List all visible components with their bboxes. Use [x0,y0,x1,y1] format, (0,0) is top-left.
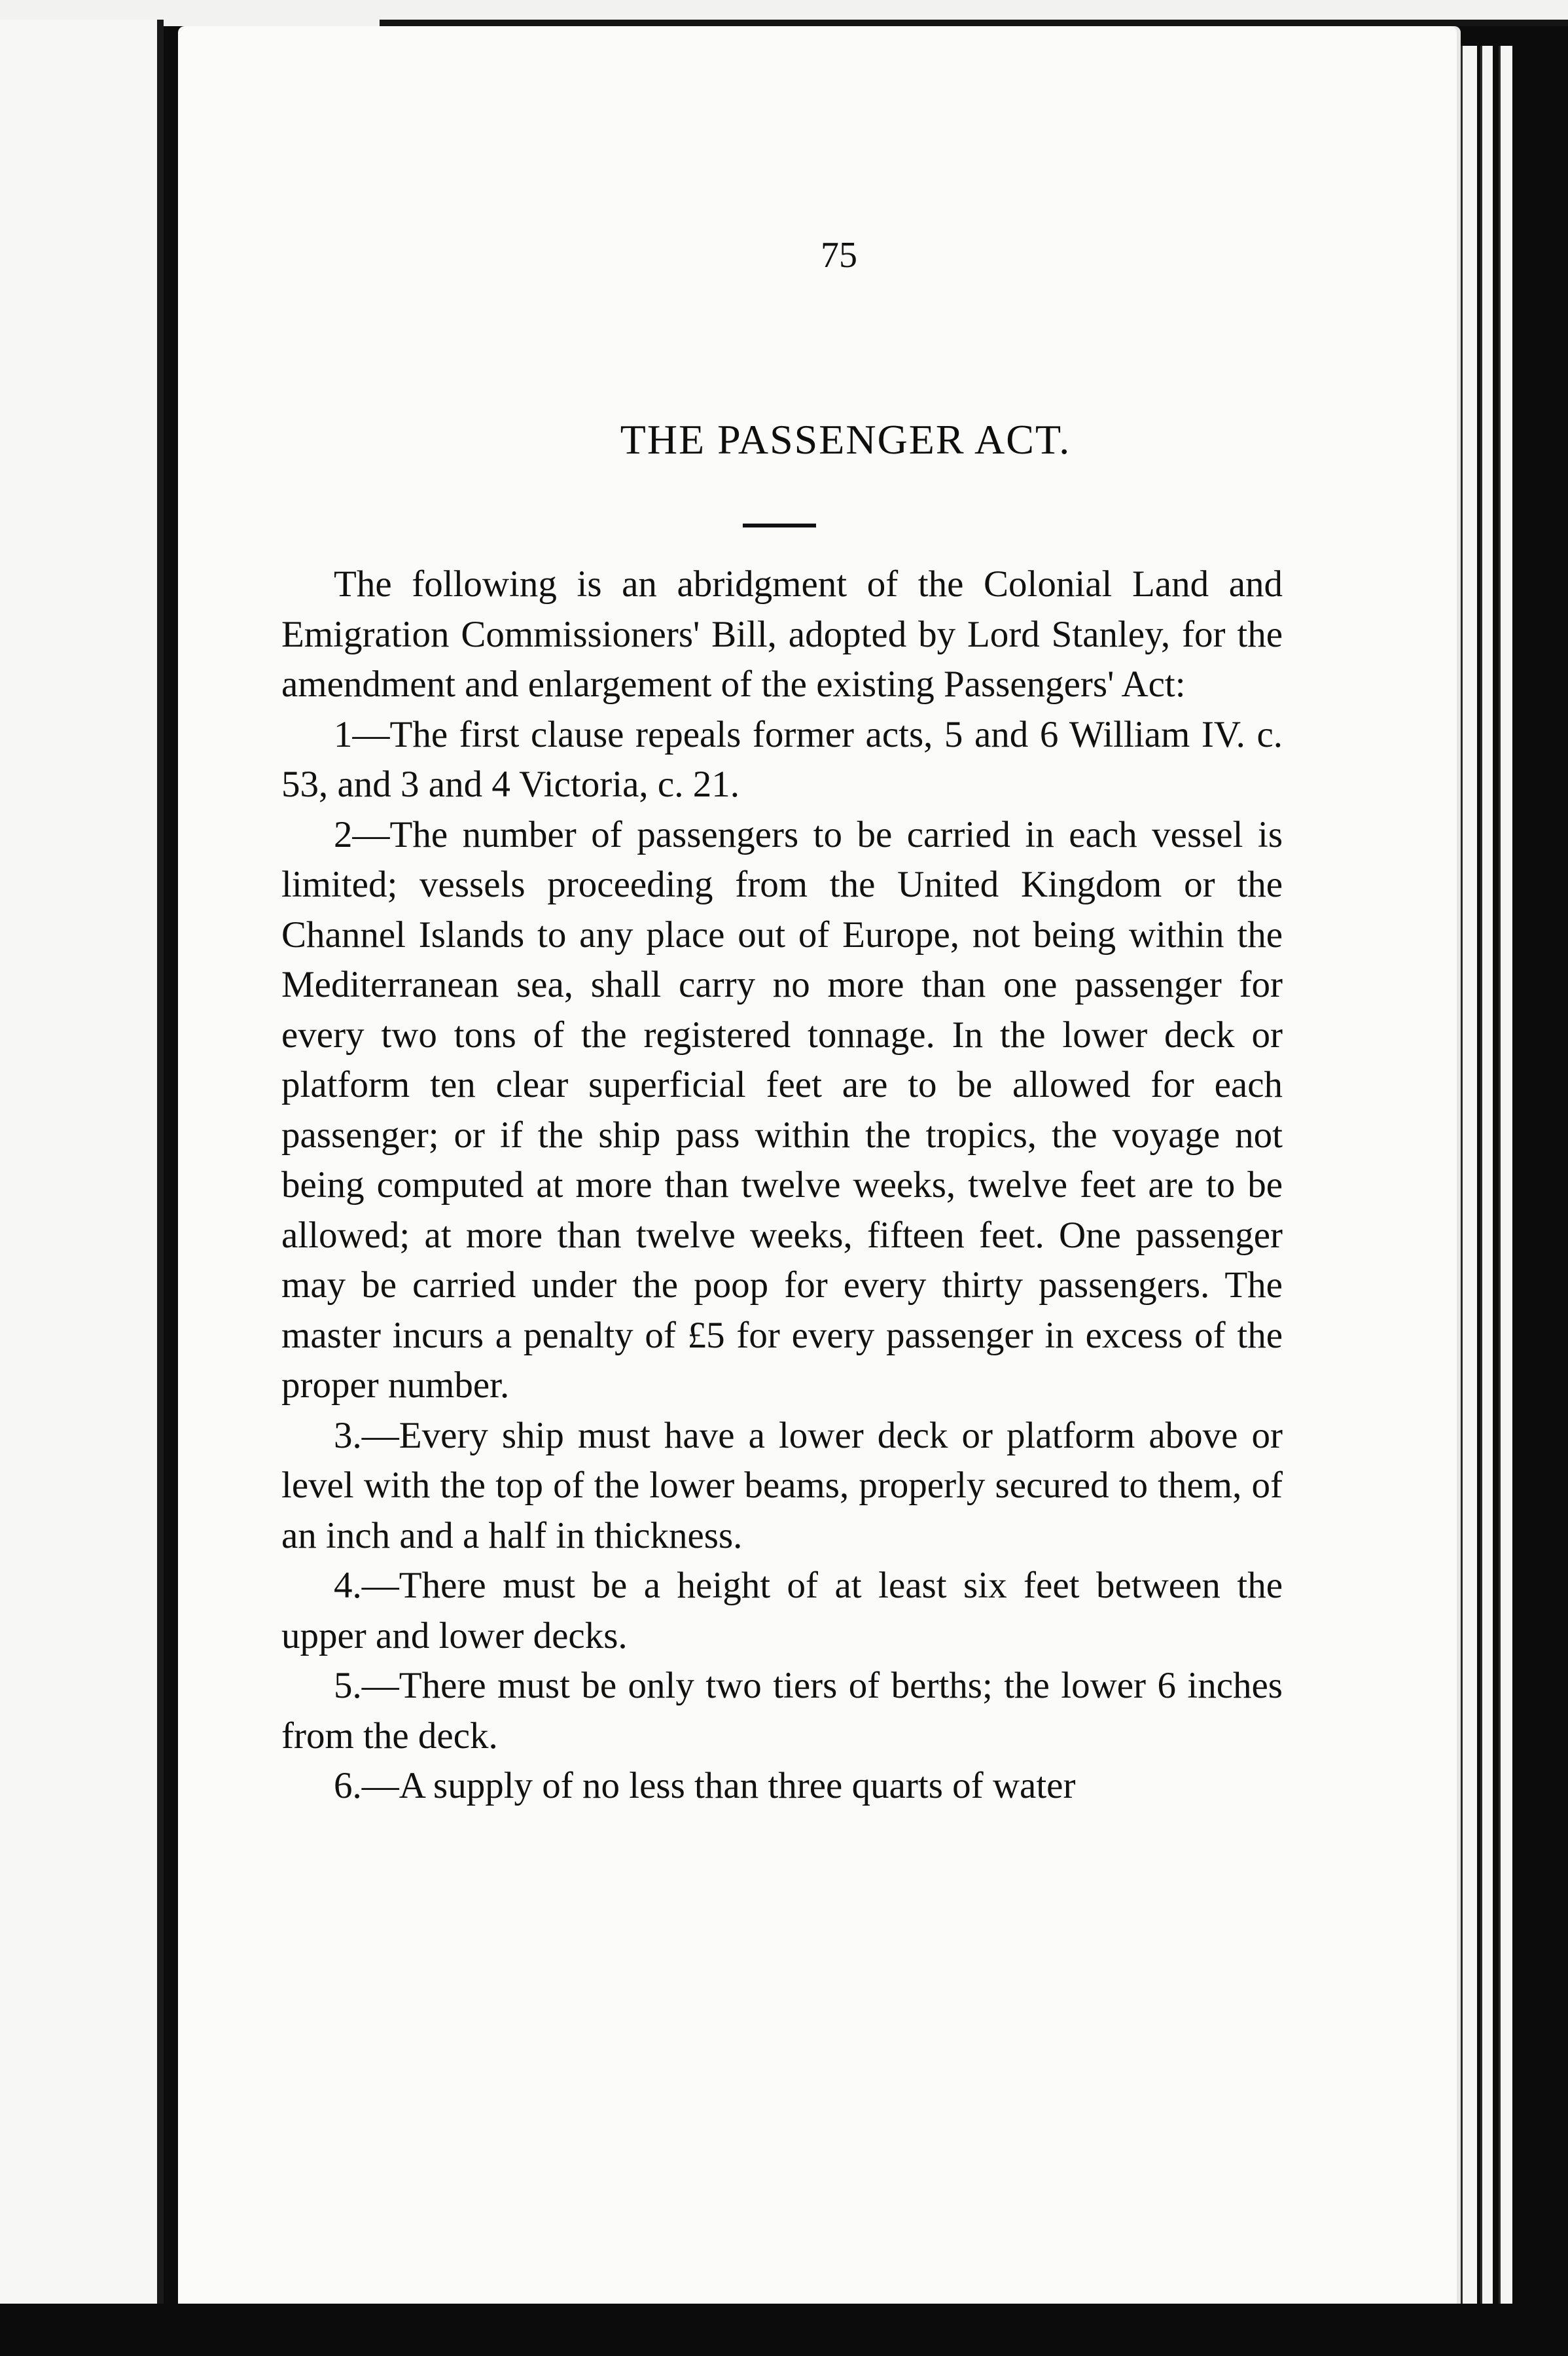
page-number: 75 [821,235,857,276]
facing-page-edge [0,20,164,2310]
page-edge [1480,46,1493,2317]
clause-1-paragraph: 1—The first clause repeals former acts, 5 and 6 William IV. c. 53, and 3 and 4 Victoria, c. 21. [281,713,1283,805]
clause-4-paragraph: 4.—There must be a height of at least six feet between the upper and lower decks. [281,1565,1283,1656]
page-edge [1461,46,1477,2317]
clause-2-paragraph: 2—The number of passengers to be carried in each vessel is limited; vessels proceeding from the United Kingdom or the Channel Islands to any place out of Europe, not being within the Mediterranean sea, shall carry no more than one passenger for every two tons of the registered tonnage. In the lower deck or platform ten clear superficial feet are to be allowed for each passenger; or if the ship pass within the tropics, the voyage not being computed at more than twelve weeks, twelve feet are to be allowed; at more than twelve weeks, fifteen feet. One passenger may be carried under the poop for every thirty passengers. The master incurs a penalty of £5 for every passenger in excess of the proper number. [281,813,1283,1406]
scan-bottom-border [0,2304,1568,2356]
scan-top-border [0,0,1568,26]
page-edge [1499,46,1512,2317]
clause-5-paragraph: 5.—There must be only two tiers of berths; the lower 6 inches from the deck. [281,1665,1283,1757]
clause-3-paragraph: 3.—Every ship must have a lower deck or platform above or level with the top of the lower beams, properly secured to them, of an inch and a half in thickness. [281,1414,1283,1556]
clause-6-paragraph: 6.—A supply of no less than three quarts of water [334,1765,1076,1806]
title-rule [743,524,816,527]
page-title: THE PASSENGER ACT. [620,416,1071,463]
intro-paragraph: The following is an abridgment of the Colonial Land and Emigration Commissioners' Bill, adopted by Lord Stanley, for the amendment and enlargement of the existing Passengers' Act: [281,563,1283,705]
body-text [281,560,1283,1812]
book-page [178,26,1461,2304]
